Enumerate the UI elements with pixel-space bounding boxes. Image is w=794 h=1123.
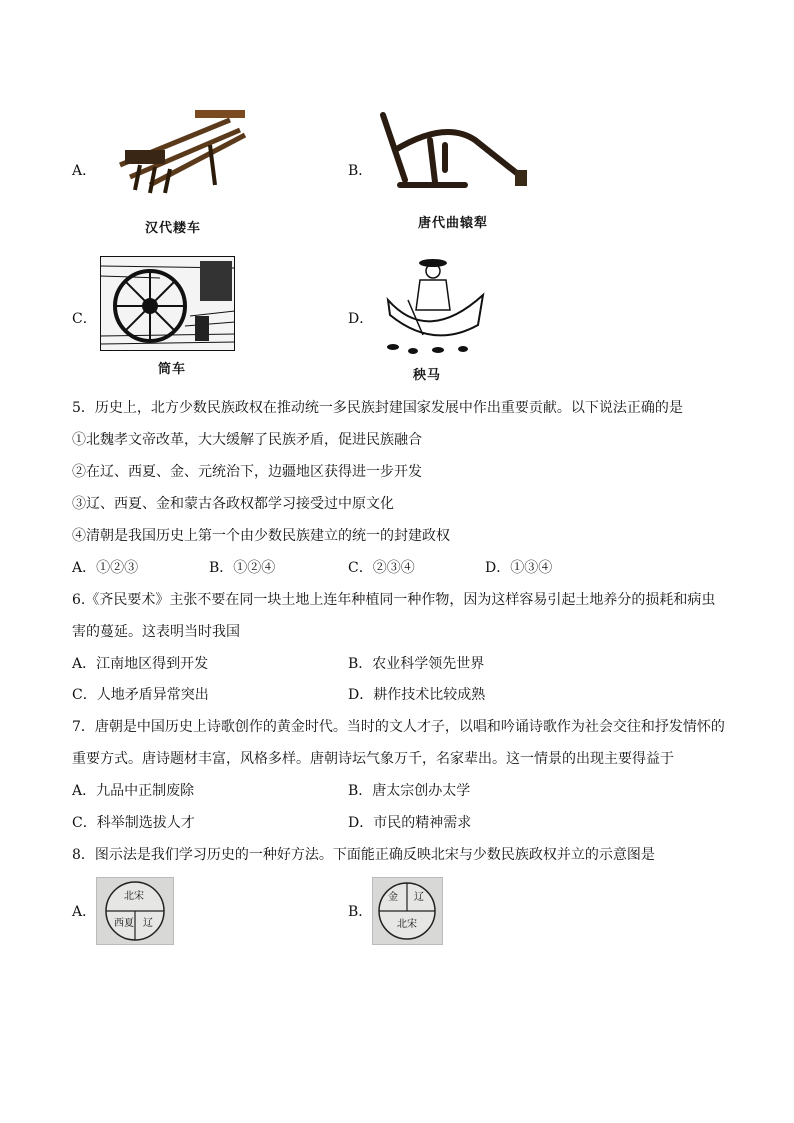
q6-option-a[interactable]: A．江南地区得到开发: [72, 656, 209, 672]
q5-option-d[interactable]: D．①③④: [485, 560, 553, 576]
option-c-label: C．: [72, 311, 97, 327]
q7-stem-line2: 重要方式。唐诗题材丰富，风格多样。唐朝诗坛气象万千，名家辈出。这一情景的出现主要得益于: [72, 751, 674, 767]
yangma-image: [378, 255, 490, 358]
q6-stem-line2: 害的蔓延。这表明当时我国: [72, 624, 240, 640]
q5-option-c[interactable]: C．②③④: [348, 560, 415, 576]
q7-option-d[interactable]: D．市民的精神需求: [348, 815, 472, 831]
q8-b-beisong: 北宋: [397, 919, 417, 930]
option-d-label: D．: [348, 311, 374, 327]
q5-item-4: ④清朝是我国历史上第一个由少数民族建立的统一的封建政权: [72, 528, 450, 544]
q8-a-xixia: 西夏: [114, 918, 134, 929]
quyuanli-image: [375, 110, 535, 195]
option-c-caption: 筒车: [158, 362, 187, 377]
q8-diagram-b-circle: [373, 878, 442, 944]
q7-option-c[interactable]: C．科举制选拔人才: [72, 815, 195, 831]
q7-option-b[interactable]: B．唐太宗创办太学: [348, 783, 471, 799]
tongche-image: [100, 256, 235, 351]
q5-stem: 5．历史上，北方少数民族政权在推动统一多民族封建国家发展中作出重要贡献。以下说法正确的是: [72, 400, 683, 416]
q7-stem-line1: 7．唐朝是中国历史上诗歌创作的黄金时代。当时的文人才子，以唱和吟诵诗歌作为社会交往和抒发情怀的: [72, 719, 725, 735]
q8-stem: 8．图示法是我们学习历史的一种好方法。下面能正确反映北宋与少数民族政权并立的示意图是: [72, 847, 655, 863]
q5-item-1: ①北魏孝文帝改革，大大缓解了民族矛盾，促进民族融合: [72, 432, 422, 448]
option-a-label: A．: [72, 163, 97, 179]
q5-option-a[interactable]: A．①②③: [72, 560, 139, 576]
q6-option-c[interactable]: C．人地矛盾异常突出: [72, 687, 209, 703]
q5-option-b[interactable]: B．①②④: [209, 560, 276, 576]
q8-b-liao: 辽: [414, 892, 424, 903]
option-b-caption: 唐代曲辕犁: [418, 216, 489, 231]
q6-stem-line1: 6.《齐民要术》主张不要在同一块土地上连年种植同一种作物，因为这样容易引起土地养分的损耗和病虫: [72, 592, 716, 608]
q8-diagram-a[interactable]: [96, 877, 174, 945]
option-b-label: B．: [348, 163, 373, 179]
q5-item-2: ②在辽、西夏、金、元统治下，边疆地区获得进一步开发: [72, 464, 422, 480]
q8-option-b-label[interactable]: B．: [348, 904, 373, 920]
q6-option-b[interactable]: B．农业科学领先世界: [348, 656, 485, 672]
q7-option-a[interactable]: A．九品中正制废除: [72, 783, 195, 799]
option-a-caption: 汉代耧车: [145, 221, 202, 236]
q8-option-a-label[interactable]: A．: [72, 904, 97, 920]
q8-a-liao: 辽: [143, 918, 153, 929]
q8-a-beisong: 北宋: [124, 891, 144, 902]
q8-diagram-b[interactable]: [372, 877, 443, 945]
loutche-image: [110, 105, 250, 195]
option-d-caption: 秧马: [413, 368, 442, 383]
q8-diagram-a-circle: [97, 878, 173, 944]
q8-b-jin: 金: [388, 892, 398, 903]
q6-option-d[interactable]: D．耕作技术比较成熟: [348, 687, 486, 703]
q5-item-3: ③辽、西夏、金和蒙古各政权都学习接受过中原文化: [72, 496, 394, 512]
